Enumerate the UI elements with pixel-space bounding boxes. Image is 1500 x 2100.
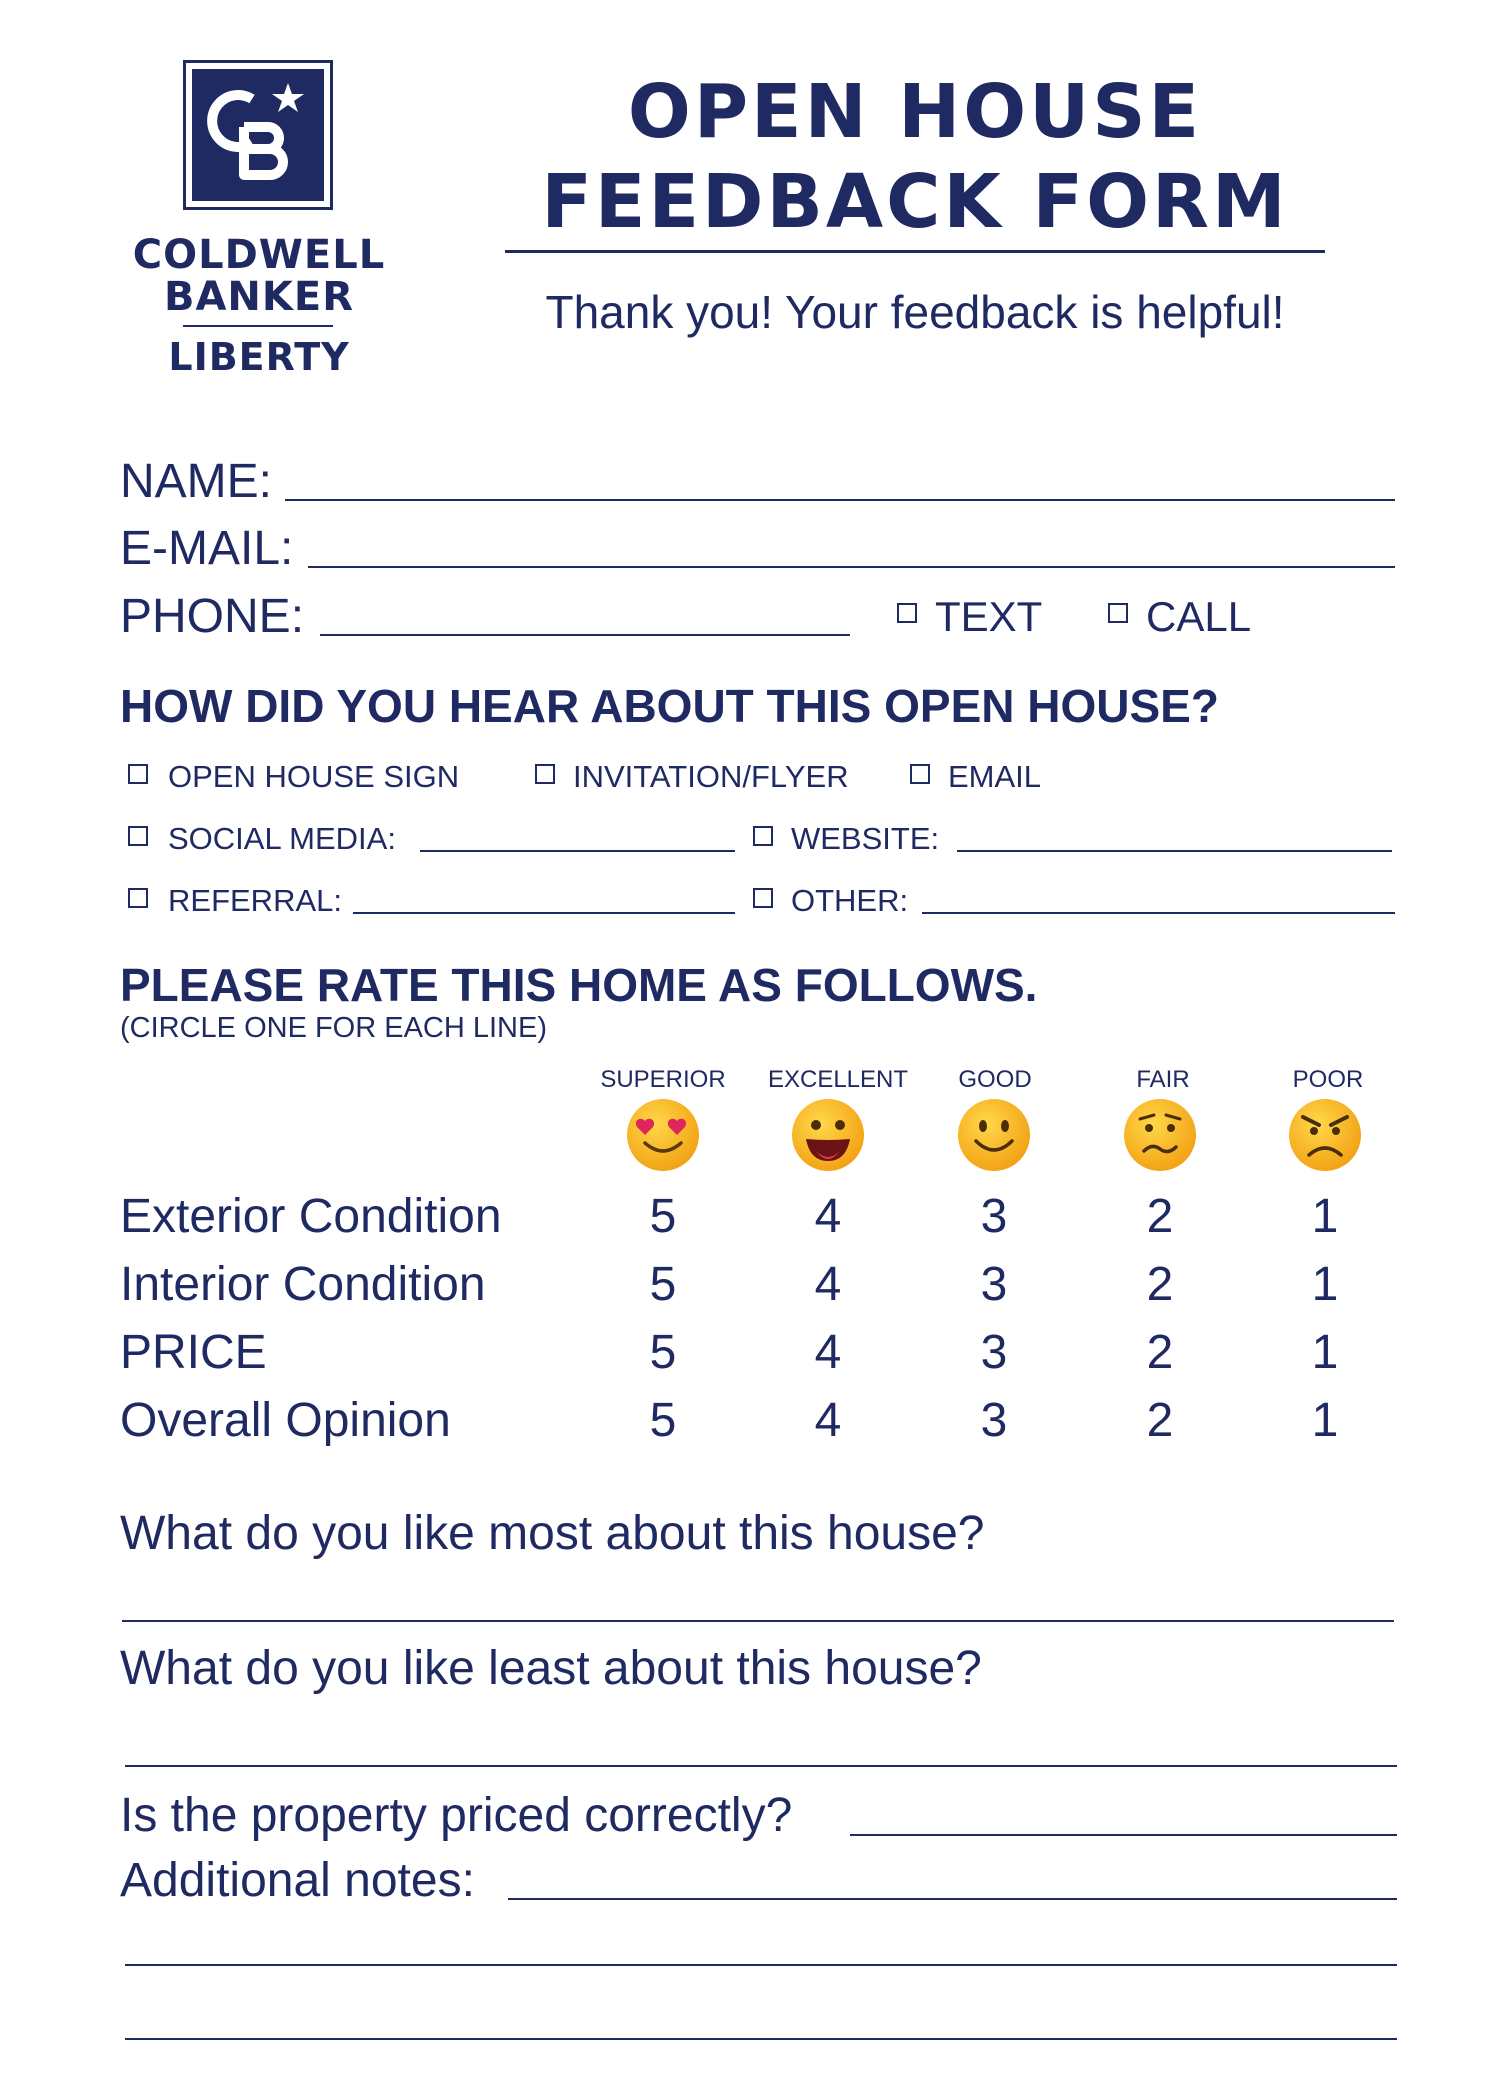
notes-label: Additional notes: bbox=[120, 1854, 475, 1907]
phone-field[interactable] bbox=[320, 634, 850, 636]
priced-question: Is the property priced correctly? bbox=[120, 1789, 793, 1842]
rating-score[interactable]: 3 bbox=[980, 1258, 1008, 1311]
notes-answer-line-1[interactable] bbox=[508, 1898, 1397, 1900]
name-label: NAME: bbox=[120, 455, 273, 508]
other-field[interactable] bbox=[922, 912, 1395, 914]
rating-score[interactable]: 1 bbox=[1311, 1190, 1339, 1243]
rating-score[interactable]: 1 bbox=[1311, 1258, 1339, 1311]
heart-eyes-emoji-icon bbox=[625, 1097, 701, 1173]
text-checkbox[interactable] bbox=[897, 603, 917, 623]
priced-answer-line[interactable] bbox=[850, 1834, 1397, 1836]
rating-column-poor: POOR bbox=[1292, 1066, 1364, 1093]
website-field[interactable] bbox=[957, 850, 1392, 852]
rating-score[interactable]: 2 bbox=[1146, 1326, 1174, 1379]
angry-emoji-icon bbox=[1287, 1097, 1363, 1173]
call-option-label: CALL bbox=[1146, 593, 1252, 640]
cb-monogram-icon bbox=[192, 69, 324, 201]
notes-answer-line-3[interactable] bbox=[125, 2038, 1397, 2040]
email-field[interactable] bbox=[308, 566, 1395, 568]
like-least-question: What do you like least about this house? bbox=[120, 1642, 982, 1695]
rating-column-excellent: EXCELLENT bbox=[767, 1066, 909, 1093]
rating-row-label: Exterior Condition bbox=[120, 1190, 502, 1243]
invitation-flyer-checkbox[interactable] bbox=[535, 764, 555, 784]
rating-score[interactable]: 4 bbox=[814, 1326, 842, 1379]
rating-score[interactable]: 5 bbox=[649, 1394, 677, 1447]
rating-score[interactable]: 5 bbox=[649, 1258, 677, 1311]
rating-score[interactable]: 4 bbox=[814, 1394, 842, 1447]
call-checkbox[interactable] bbox=[1108, 603, 1128, 623]
title-underline bbox=[505, 250, 1325, 253]
grinning-tongue-emoji-icon bbox=[790, 1097, 866, 1173]
rating-column-superior: SUPERIOR bbox=[600, 1066, 726, 1093]
phone-label: PHONE: bbox=[120, 590, 305, 643]
page-subtitle: Thank you! Your feedback is helpful! bbox=[545, 286, 1285, 338]
rating-score[interactable]: 1 bbox=[1311, 1394, 1339, 1447]
rating-heading: PLEASE RATE THIS HOME AS FOLLOWS. bbox=[120, 959, 1038, 1011]
logo-text-liberty: LIBERTY bbox=[168, 335, 350, 379]
email-label: E-MAIL: bbox=[120, 522, 294, 575]
other-label: OTHER: bbox=[791, 883, 909, 918]
referral-label: REFERRAL: bbox=[168, 883, 342, 918]
name-field[interactable] bbox=[285, 499, 1395, 501]
open-house-sign-label: OPEN HOUSE SIGN bbox=[168, 759, 460, 794]
logo-monogram-background bbox=[192, 69, 324, 201]
rating-score[interactable]: 3 bbox=[980, 1326, 1008, 1379]
rating-score[interactable]: 2 bbox=[1146, 1190, 1174, 1243]
other-checkbox[interactable] bbox=[753, 888, 773, 908]
rating-score[interactable]: 3 bbox=[980, 1394, 1008, 1447]
rating-score[interactable]: 4 bbox=[814, 1190, 842, 1243]
logo-text-coldwell: COLDWELL bbox=[132, 232, 386, 278]
email-source-label: EMAIL bbox=[948, 759, 1042, 794]
logo-text-banker: BANKER bbox=[163, 274, 355, 320]
rating-score[interactable]: 3 bbox=[980, 1190, 1008, 1243]
rating-score[interactable]: 4 bbox=[814, 1258, 842, 1311]
rating-column-good: GOOD bbox=[958, 1066, 1032, 1093]
page-title-line1: OPEN HOUSE bbox=[627, 69, 1203, 155]
rating-row-label: Interior Condition bbox=[120, 1258, 486, 1311]
social-media-label: SOCIAL MEDIA: bbox=[168, 821, 396, 856]
text-option-label: TEXT bbox=[935, 593, 1043, 640]
invitation-flyer-label: INVITATION/FLYER bbox=[573, 759, 849, 794]
notes-answer-line-2[interactable] bbox=[125, 1964, 1397, 1966]
confused-emoji-icon bbox=[1122, 1097, 1198, 1173]
page-title-line2: FEEDBACK FORM bbox=[541, 159, 1289, 245]
rating-score[interactable]: 5 bbox=[649, 1326, 677, 1379]
rating-row-label: PRICE bbox=[120, 1326, 267, 1379]
rating-row-label: Overall Opinion bbox=[120, 1394, 451, 1447]
social-media-checkbox[interactable] bbox=[128, 826, 148, 846]
open-house-sign-checkbox[interactable] bbox=[128, 764, 148, 784]
smiling-emoji-icon bbox=[956, 1097, 1032, 1173]
rating-score[interactable]: 2 bbox=[1146, 1394, 1174, 1447]
rating-score[interactable]: 5 bbox=[649, 1190, 677, 1243]
rating-instruction: (CIRCLE ONE FOR EACH LINE) bbox=[120, 1012, 547, 1044]
email-source-checkbox[interactable] bbox=[910, 764, 930, 784]
referral-field[interactable] bbox=[353, 912, 735, 914]
website-label: WEBSITE: bbox=[791, 821, 940, 856]
like-most-question: What do you like most about this house? bbox=[120, 1507, 985, 1560]
referral-checkbox[interactable] bbox=[128, 888, 148, 908]
rating-score[interactable]: 2 bbox=[1146, 1258, 1174, 1311]
social-media-field[interactable] bbox=[420, 850, 735, 852]
logo-mark bbox=[183, 60, 333, 210]
hear-about-heading: HOW DID YOU HEAR ABOUT THIS OPEN HOUSE? bbox=[120, 680, 1219, 732]
website-checkbox[interactable] bbox=[753, 826, 773, 846]
like-most-answer-line[interactable] bbox=[122, 1620, 1394, 1622]
rating-score[interactable]: 1 bbox=[1311, 1326, 1339, 1379]
logo-divider bbox=[183, 325, 333, 327]
like-least-answer-line[interactable] bbox=[125, 1765, 1397, 1767]
rating-column-fair: FAIR bbox=[1136, 1066, 1190, 1093]
